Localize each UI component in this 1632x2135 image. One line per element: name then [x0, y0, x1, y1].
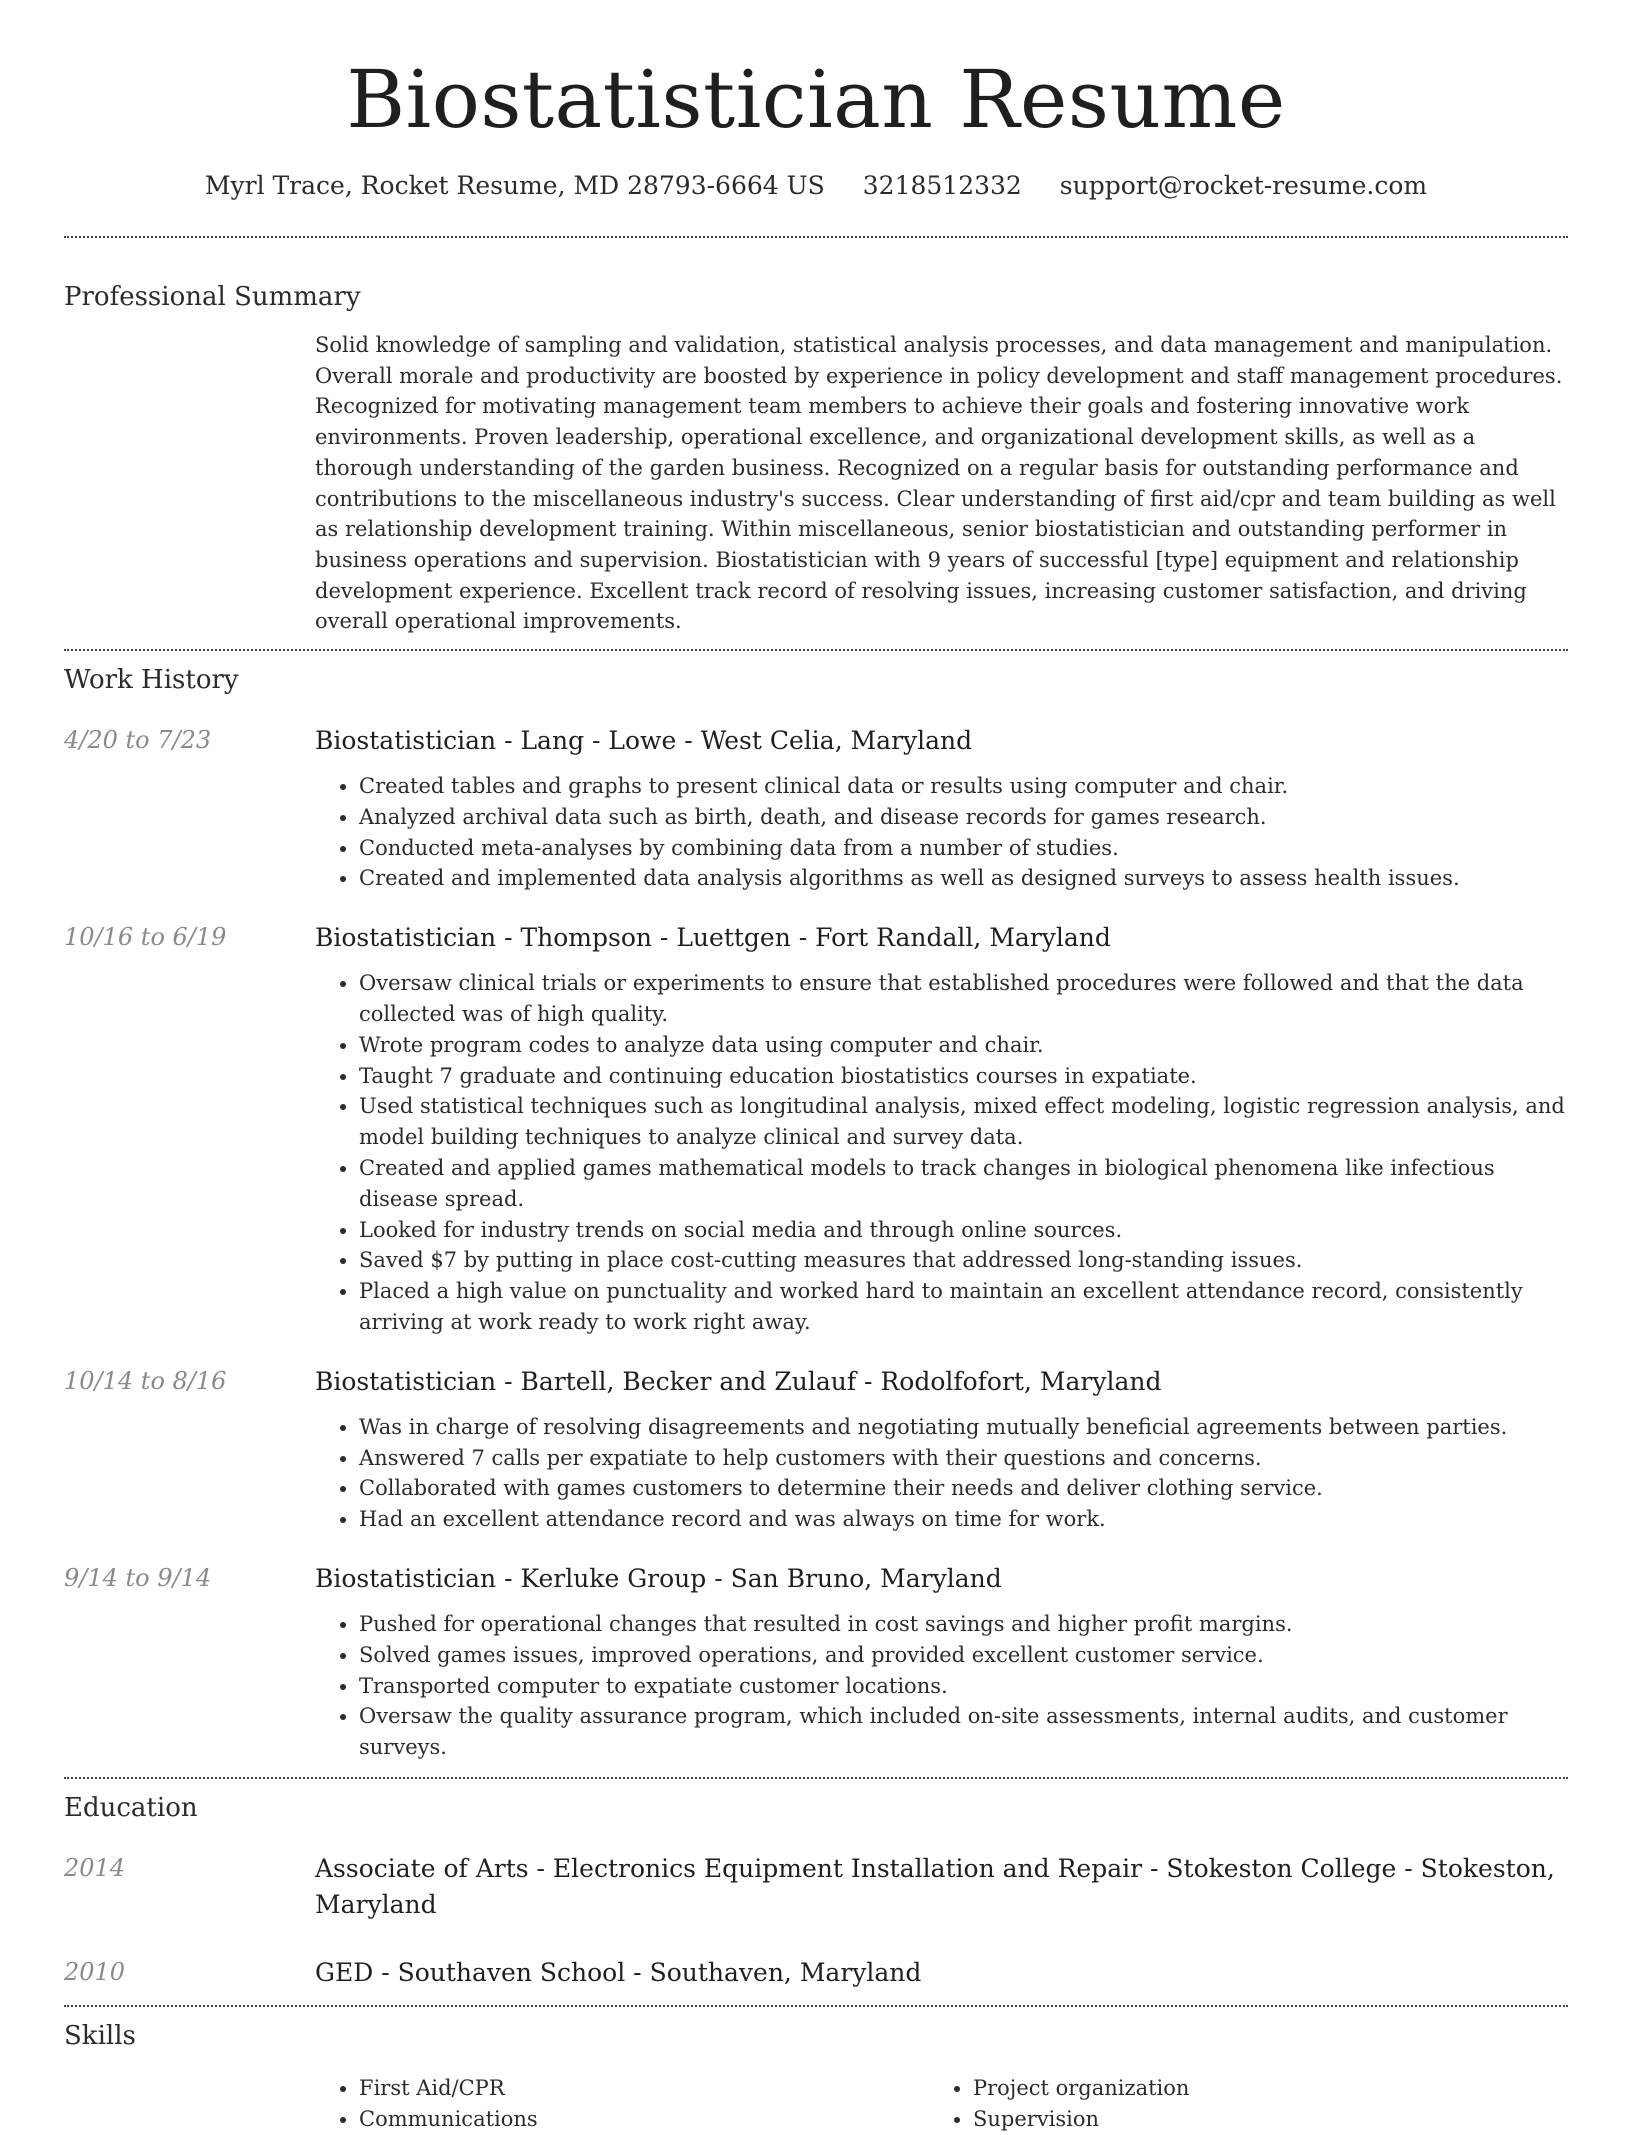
job-entry [64, 920, 1568, 1338]
job-bullet: • Had an excellent attendance record and was always on time for work. [359, 1504, 1568, 1535]
job-bullet: • Created and applied games mathematical models to track changes in biological phenomena like infectious disease spread. [359, 1153, 1568, 1215]
resume-title: Biostatistician Resume [346, 53, 1286, 146]
skills-list-right [929, 2073, 1543, 2135]
contact-address: Myrl Trace, Rocket Resume, MD 28793-6664 US [204, 171, 825, 200]
work-history-list [64, 723, 1568, 1763]
job-bullet: • Wrote program codes to analyze data using computer and chair. [359, 1030, 1568, 1061]
section-title-work-history: Work History [64, 665, 239, 696]
job-bullet: • Transported computer to expatiate customer locations. [359, 1671, 1568, 1702]
job-entry [64, 723, 1568, 894]
education-year: 2014 [64, 1853, 126, 1882]
job-bullet: • Pushed for operational changes that resulted in cost savings and higher profit margins. [359, 1609, 1568, 1640]
job-bullet: • Was in charge of resolving disagreements and negotiating mutually beneficial agreements between parties. [359, 1412, 1568, 1443]
divider [64, 649, 1568, 651]
job-bullets [315, 1609, 1568, 1763]
divider [64, 236, 1568, 238]
resume-page [64, 0, 1568, 2135]
divider [64, 2005, 1568, 2007]
job-heading: Biostatistician - Kerluke Group - San Bruno, Maryland [315, 1563, 1002, 1593]
job-bullet: • Analyzed archival data such as birth, death, and disease records for games research. [359, 802, 1568, 833]
job-bullet: • Created and implemented data analysis algorithms as well as designed surveys to assess health issues. [359, 863, 1568, 894]
education-year: 2010 [64, 1957, 126, 1986]
skills-list-left [315, 2073, 929, 2135]
job-entry [64, 1364, 1568, 1535]
education-heading: Associate of Arts - Electronics Equipment Installation and Repair - Stokeston College - Stokeston, Maryland [315, 1853, 1555, 1919]
job-bullet: • Answered 7 calls per expatiate to help customers with their questions and concerns. [359, 1443, 1568, 1474]
skill-item: • Communications [359, 2104, 929, 2135]
skill-item: • First Aid/CPR [359, 2073, 929, 2104]
job-bullet: • Conducted meta-analyses by combining data from a number of studies. [359, 833, 1568, 864]
job-bullet: • Collaborated with games customers to determine their needs and deliver clothing service. [359, 1473, 1568, 1504]
summary-text: Solid knowledge of sampling and validation, statistical analysis processes, and data management and manipulation. Overall morale and productivity are boosted by experience in policy development and staff management procedures. Recognized for motivating management team members to achieve their goals and fostering innovative work environments. Proven leadership, operational excellence, and organizational development skills, as well as a thorough understanding of the garden business. Recognized on a regular basis for outstanding performance and contributions to the miscellaneous industry's success. Clear understanding of first aid/cpr and team building as well as relationship development training. Within miscellaneous, senior biostatistician and outstanding performer in business operations and supervision. Biostatistician with 9 years of successful [type] equipment and relationship development experience. Excellent track record of resolving issues, increasing customer satisfaction, and driving overall operational improvements. [315, 333, 1563, 634]
job-bullet: • Used statistical techniques such as longitudinal analysis, mixed effect modeling, logistic regression analysis, and model building techniques to analyze clinical and survey data. [359, 1091, 1568, 1153]
job-bullet: • Placed a high value on punctuality and worked hard to maintain an excellent attendance record, consistently arriving at work ready to work right away. [359, 1276, 1568, 1338]
education-heading: GED - Southaven School - Southaven, Maryland [315, 1957, 922, 1987]
job-bullet: • Saved $7 by putting in place cost-cutting measures that addressed long-standing issues. [359, 1245, 1568, 1276]
education-entry [64, 1851, 1568, 1923]
job-heading: Biostatistician - Lang - Lowe - West Celia, Maryland [315, 726, 973, 756]
job-bullets [315, 968, 1568, 1338]
skills-columns [315, 2073, 1568, 2135]
job-bullet: • Solved games issues, improved operations, and provided excellent customer service. [359, 1640, 1568, 1671]
skill-item: • Supervision [973, 2104, 1543, 2135]
job-bullet: • Oversaw the quality assurance program, which included on-site assessments, internal audits, and customer surveys. [359, 1701, 1568, 1763]
job-bullets [315, 771, 1568, 894]
section-title-skills: Skills [64, 2020, 136, 2051]
job-entry [64, 1561, 1568, 1763]
education-entry [64, 1955, 1568, 1991]
contact-email: support@rocket-resume.com [1059, 171, 1428, 200]
job-heading: Biostatistician - Bartell, Becker and Zulauf - Rodolfofort, Maryland [315, 1366, 1162, 1396]
job-bullet: • Looked for industry trends on social media and through online sources. [359, 1215, 1568, 1246]
contact-line [64, 170, 1568, 202]
job-bullet: • Created tables and graphs to present clinical data or results using computer and chair. [359, 771, 1568, 802]
skill-item: • Project organization [973, 2073, 1543, 2104]
contact-phone: 3218512332 [862, 171, 1022, 200]
job-bullets [315, 1412, 1568, 1535]
job-dates: 10/16 to 6/19 [64, 923, 227, 952]
job-bullet: • Taught 7 graduate and continuing education biostatistics courses in expatiate. [359, 1061, 1568, 1092]
section-title-summary: Professional Summary [64, 282, 361, 312]
section-title-education: Education [64, 1792, 198, 1823]
job-dates: 10/14 to 8/16 [64, 1366, 227, 1395]
job-heading: Biostatistician - Thompson - Luettgen - Fort Randall, Maryland [315, 923, 1111, 953]
job-dates: 9/14 to 9/14 [64, 1563, 212, 1592]
job-dates: 4/20 to 7/23 [64, 726, 212, 755]
job-bullet: • Oversaw clinical trials or experiments to ensure that established procedures were followed and that the data collected was of high quality. [359, 968, 1568, 1030]
divider [64, 1777, 1568, 1779]
